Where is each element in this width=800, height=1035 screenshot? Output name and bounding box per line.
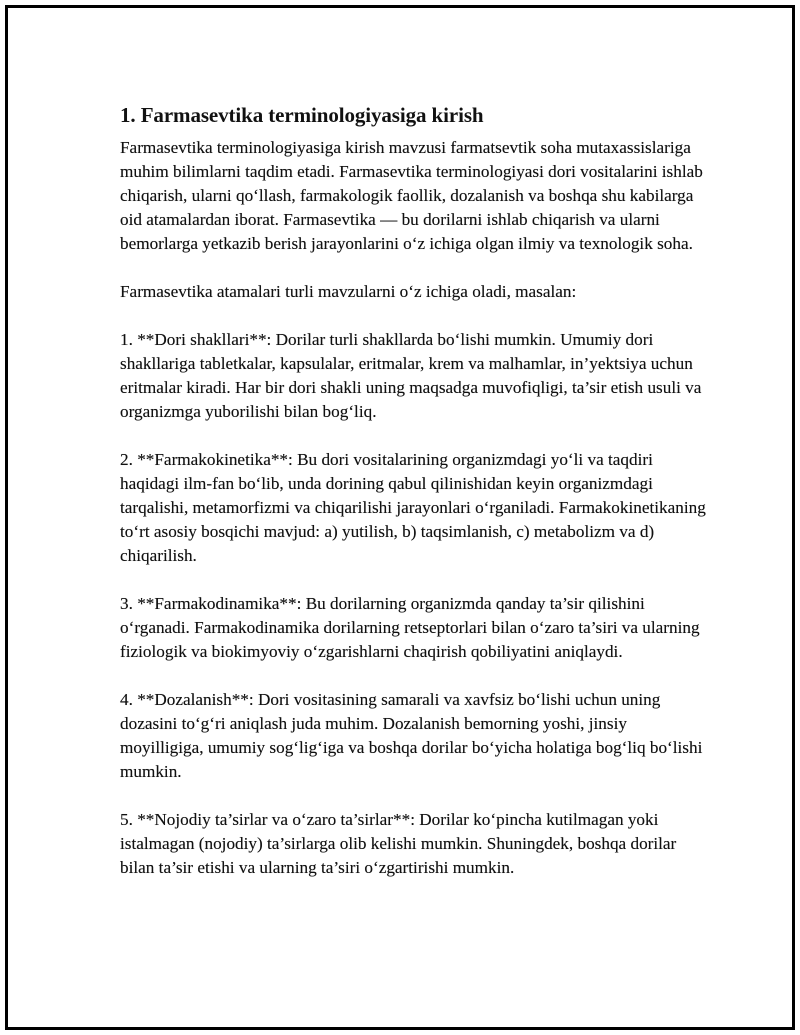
list-item-dosing: 4. **Dozalanish**: Dori vositasining samarali va xavfsiz bo‘lishi uchun uning dozasini to‘g‘ri aniqlash juda muhim. Dozalanish bemorning yoshi, jinsiy moyilligiga, umumiy sog‘lig‘iga va boshqa dorilar bo‘yicha holatiga bog‘liq bo‘lishi mumkin. xyxy=(120,690,703,781)
list-item-pharmacokinetics: 2. **Farmakokinetika**: Bu dori vositalarining organizmdagi yo‘li va taqdiri haqidagi ilm-fan bo‘lib, unda dorining qabul qilinishidan keyin organizmdagi tarqalishi, metamorfizmi va chiqarilishi jarayonlari o‘rganiladi. Farmakokinetikaning to‘rt asosiy bosqichi mavjud: a) yutilish, b) taqsimlanish, c) metabolizm va d) chiqarilish. xyxy=(120,450,706,565)
list-item-pharmacodynamics: 3. **Farmakodinamika**: Bu dorilarning organizmda qanday ta’sir qilishini o‘rganadi. Farmakodinamika dorilarning retseptorlari bilan o‘zaro ta’siri va ularning fiziologik va biokimyoviy o‘zgarishlarni chaqirish qobiliyatini aniqlaydi. xyxy=(120,594,700,661)
list-item-side-effects: 5. **Nojodiy ta’sirlar va o‘zaro ta’sirlar**: Dorilar ko‘pincha kutilmagan yoki istalmagan (nojodiy) ta’sirlarga olib kelishi mumkin. Shuningdek, boshqa dorilar bilan ta’sir etishi va ularning ta’siri o‘zgartirishi mumkin. xyxy=(120,810,677,877)
document-body xyxy=(120,100,710,904)
intro-paragraph: Farmasevtika terminologiyasiga kirish mavzusi farmatsevtik soha mutaxassislariga muhim bilimlarni taqdim etadi. Farmasevtika terminologiyasi dori vositalarini ishlab chiqarish, ularni qo‘llash, farmakologik faollik, dozalanish va boshqa shu kabilarga oid atamalardan iborat. Farmasevtika — bu dorilarni ishlab chiqarish va ularni bemorlarga yetkazib berish jarayonlarini o‘z ichiga olgan ilmiy va texnologik soha. xyxy=(120,138,703,253)
list-item-dosage-forms: 1. **Dori shakllari**: Dorilar turli shakllarda bo‘lishi mumkin. Umumiy dori shakllariga tabletkalar, kapsulalar, eritmalar, krem va malhamlar, in’yektsiya uchun eritmalar kiradi. Har bir dori shakli uning maqsadga muvofiqligi, ta’sir etish usuli va organizmga yuborilishi bilan bog‘liq. xyxy=(120,330,702,421)
lead-paragraph: Farmasevtika atamalari turli mavzularni o‘z ichiga oladi, masalan: xyxy=(120,282,577,301)
page-frame xyxy=(5,5,795,1030)
section-heading: 1. Farmasevtika terminologiyasiga kirish xyxy=(120,103,484,127)
